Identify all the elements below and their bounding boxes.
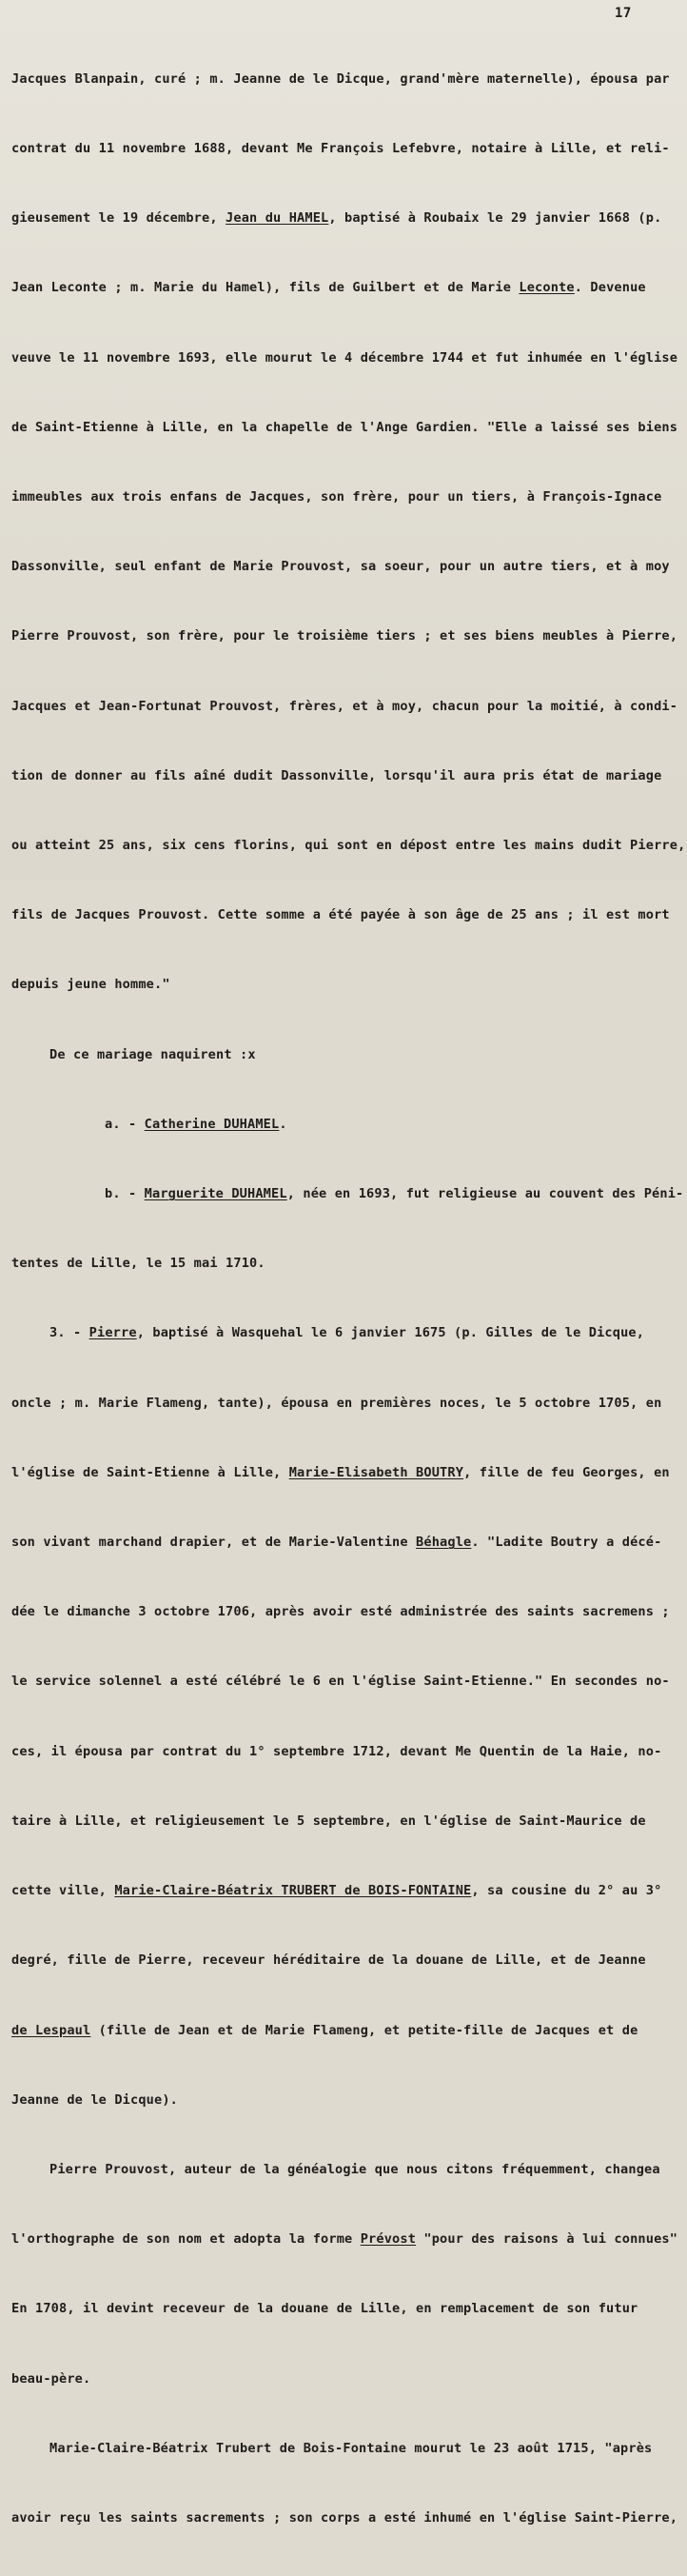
body-text [11,21,686,2576]
underlined-name: Béhagle [416,1535,472,1551]
text-line: Jacques et Jean-Fortunat Prouvost, frères, et à moy, chacun pour la moitié, à condi- [11,698,678,714]
text-line: Dassonville, seul enfant de Marie Prouvost, sa soeur, pour un autre tiers, et à moy [11,559,670,575]
page-number: 17 [615,6,632,21]
underlined-name: Marie-Claire-Béatrix TRUBERT de BOIS-FONTAINE [114,1883,472,1899]
text-line: cette ville, Marie-Claire-Béatrix TRUBERT de BOIS-FONTAINE, sa cousine du 2° au 3° [11,1883,662,1899]
text-line: avoir reçu les saints sacrements ; son corps a esté inhumé en l'église Saint-Pierre, [11,2509,678,2526]
text-line: oncle ; m. Marie Flameng, tante), épousa en premières noces, le 5 octobre 1705, en [11,1395,662,1411]
text-line: fils de Jacques Prouvost. Cette somme a été payée à son âge de 25 ans ; il est mort [11,907,670,923]
text-line: Pierre Prouvost, son frère, pour le troisième tiers ; et ses biens meubles à Pierre, [11,628,678,644]
underlined-name: Leconte [519,280,575,296]
text-line: l'église de Saint-Etienne à Lille, Marie-Elisabeth BOUTRY, fille de feu Georges, en [11,1464,670,1480]
text-line: gieusement le 19 décembre, Jean du HAMEL, baptisé à Roubaix le 29 janvier 1668 (p. [11,210,662,227]
text-line: Jeanne de le Dicque). [11,2091,179,2108]
text-line: a. - Catherine DUHAMEL. [105,1116,287,1132]
underlined-name: Catherine DUHAMEL [144,1116,280,1132]
text-line: depuis jeune homme." [11,977,170,993]
underlined-name: Prévost [360,2231,417,2248]
text-line: Jacques Blanpain, curé ; m. Jeanne de le Dicque, grand'mère maternelle), épousa par [11,70,670,87]
text-line: Marie-Claire-Béatrix Trubert de Bois-Fontaine mourut le 23 août 1715, "après [49,2440,653,2456]
text-line: de Lespaul (fille de Jean et de Marie Flameng, et petite-fille de Jacques et de [11,2022,638,2038]
underlined-name: de Lespaul [11,2022,91,2038]
text-line: taire à Lille, et religieusement le 5 septembre, en l'église de Saint-Maurice de [11,1813,646,1829]
text-line: Jean Leconte ; m. Marie du Hamel), fils de Guilbert et de Marie Leconte. Devenue [11,280,646,296]
text-line: De ce mariage naquirent :x [49,1046,256,1062]
text-line: b. - Marguerite DUHAMEL, née en 1693, fut religieuse au couvent des Péni- [105,1186,684,1202]
text-line: ces, il épousa par contrat du 1° septembre 1712, devant Me Quentin de la Haie, no- [11,1743,662,1759]
text-line: tion de donner au fils aîné dudit Dassonville, lorsqu'il aura pris état de mariage [11,767,662,783]
text-line: tentes de Lille, le 15 mai 1710. [11,1256,265,1272]
text-line: En 1708, il devint receveur de la douane de Lille, en remplacement de son futur [11,2301,638,2317]
text-line: degré, fille de Pierre, receveur héréditaire de la douane de Lille, et de Jeanne [11,1952,646,1969]
text-line: l'orthographe de son nom et adopta la forme Prévost "pour des raisons à lui connues" [11,2231,678,2248]
text-line: de Saint-Etienne à Lille, en la chapelle de l'Ange Gardien. "Elle a laissé ses biens [11,419,678,435]
text-line: immeubles aux trois enfans de Jacques, son frère, pour un tiers, à François-Ignace [11,489,662,505]
text-line: le service solennel a esté célébré le 6 en l'église Saint-Etienne." En secondes no- [11,1674,670,1690]
underlined-name: Pierre [88,1325,137,1341]
text-line: veuve le 11 novembre 1693, elle mourut le 4 décembre 1744 et fut inhumée en l'église [11,349,678,366]
text-line: contrat du 11 novembre 1688, devant Me François Lefebvre, notaire à Lille, et reli- [11,141,670,157]
text-line: Pierre Prouvost, auteur de la généalogie que nous citons fréquemment, changea [49,2161,660,2177]
text-line: dée le dimanche 3 octobre 1706, après avoir esté administrée des saints sacremens ; [11,1604,670,1620]
underlined-name: Marguerite DUHAMEL [144,1186,287,1202]
text-line: beau-père. [11,2370,91,2387]
underlined-name: Marie-Elisabeth BOUTRY [288,1464,464,1480]
underlined-name: Jean du HAMEL [226,210,329,227]
text-line: ou atteint 25 ans, six cens florins, qui sont en dépost entre les mains dudit Pierre, [11,838,686,854]
text-line: 3. - Pierre, baptisé à Wasquehal le 6 janvier 1675 (p. Gilles de le Dicque, [49,1325,645,1341]
text-line: son vivant marchand drapier, et de Marie-Valentine Béhagle. "Ladite Boutry a décé- [11,1535,662,1551]
